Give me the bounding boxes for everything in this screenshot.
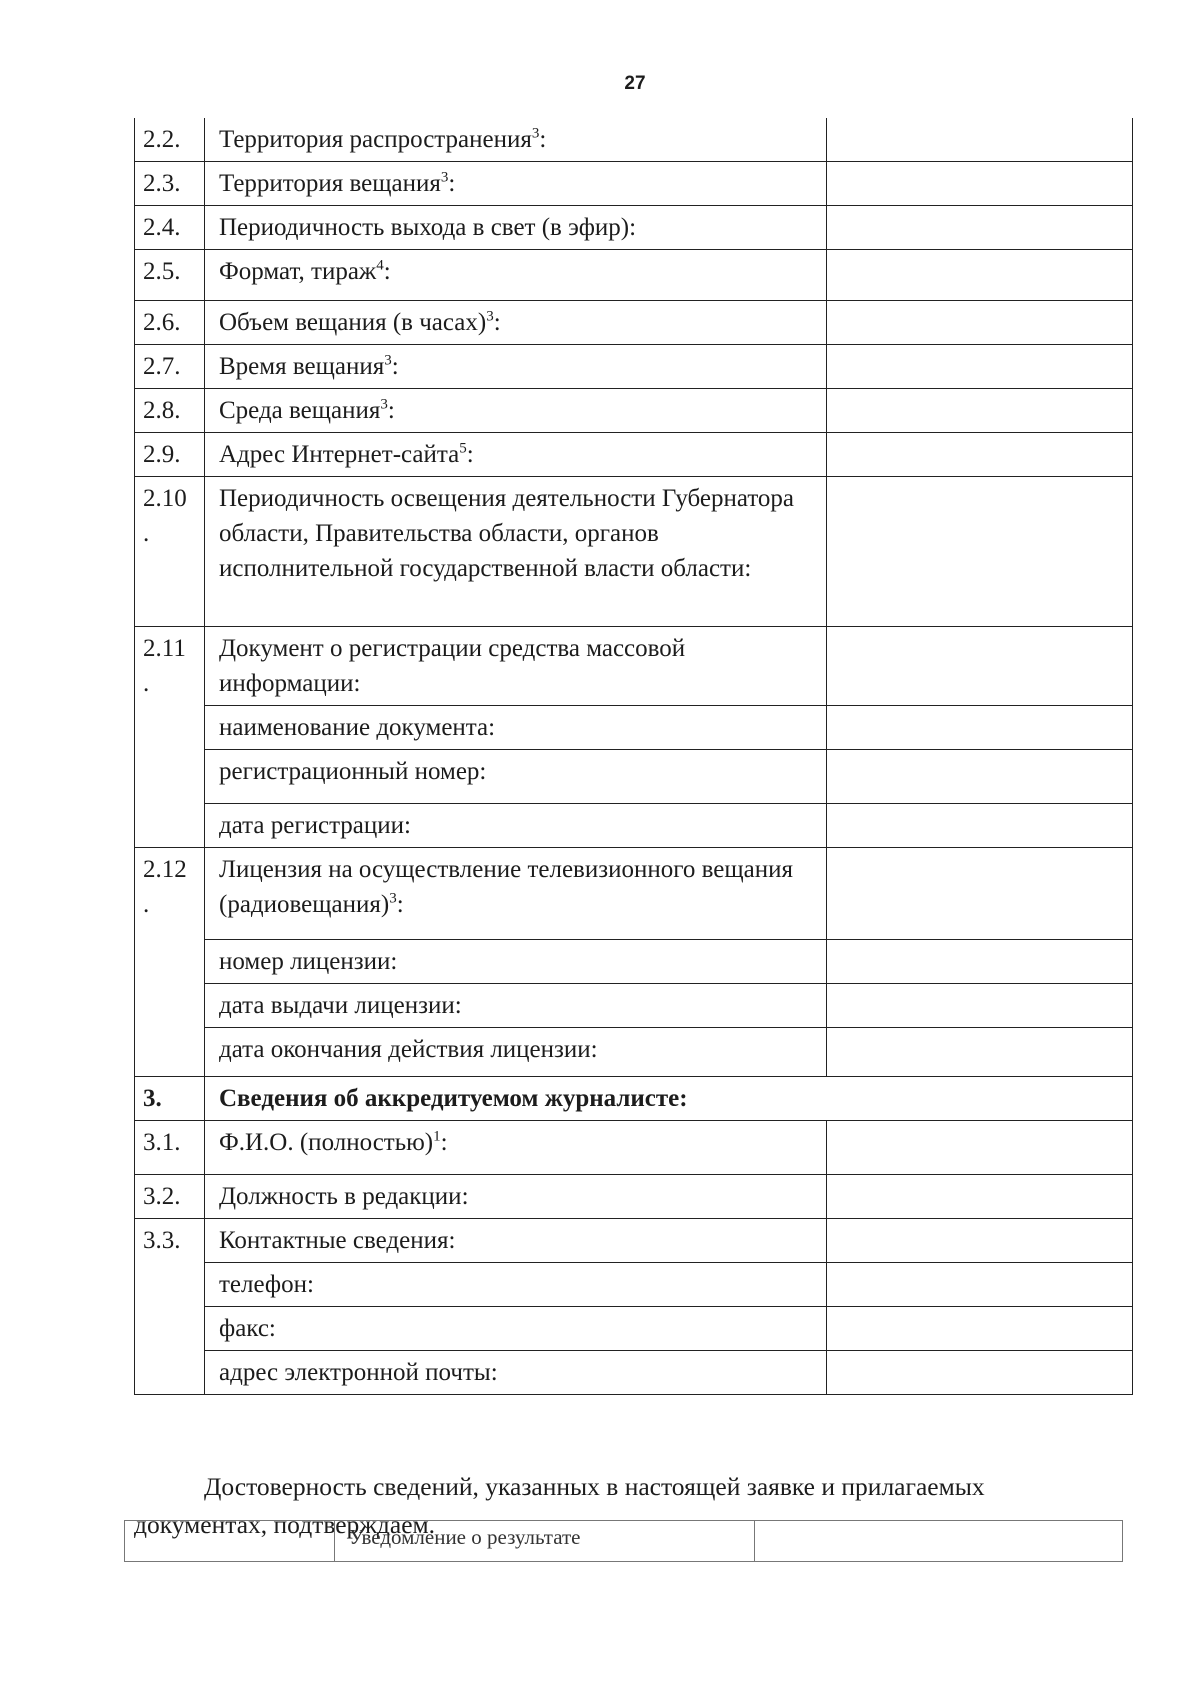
value-cell[interactable] — [827, 389, 1133, 433]
row-label: Контактные сведения: — [205, 1219, 827, 1263]
notification-cell-right — [755, 1521, 1123, 1562]
row-number: 2.6. — [135, 301, 205, 345]
value-cell[interactable] — [827, 250, 1133, 301]
value-cell[interactable] — [827, 301, 1133, 345]
row-label: Территория вещания$^3$: — [205, 162, 827, 206]
value-cell[interactable] — [827, 118, 1133, 162]
value-cell[interactable] — [827, 706, 1133, 750]
value-cell[interactable] — [827, 1028, 1133, 1077]
section-title: Сведения об аккредитуемом журналисте: — [205, 1077, 1133, 1121]
value-cell[interactable] — [827, 1351, 1133, 1395]
row-label: регистрационный номер: — [205, 750, 827, 804]
row-label: Периодичность выхода в свет (в эфир): — [205, 206, 827, 250]
accreditation-form-table — [134, 118, 1133, 1395]
page-number: 27 — [624, 73, 646, 94]
table-row — [135, 750, 1133, 804]
row-label: Периодичность освещения деятельности Губернатора области, Правительства области, органов исполнительной государственной власти области: — [205, 477, 827, 627]
value-cell[interactable] — [827, 1175, 1133, 1219]
table-row — [135, 250, 1133, 301]
section-header-row — [135, 1077, 1133, 1121]
row-label: адрес электронной почты: — [205, 1351, 827, 1395]
table-row — [135, 1307, 1133, 1351]
row-number: 2.8. — [135, 389, 205, 433]
table-row — [135, 1219, 1133, 1263]
row-number: 3.1. — [135, 1121, 205, 1175]
table-row — [135, 1351, 1133, 1395]
value-cell[interactable] — [827, 750, 1133, 804]
value-cell[interactable] — [827, 477, 1133, 627]
row-label: дата регистрации: — [205, 804, 827, 848]
row-label: Должность в редакции: — [205, 1175, 827, 1219]
value-cell[interactable] — [827, 1307, 1133, 1351]
row-number: 2.9. — [135, 433, 205, 477]
row-label: Ф.И.О. (полностью)$^1$: — [205, 1121, 827, 1175]
table-row — [135, 706, 1133, 750]
value-cell[interactable] — [827, 848, 1133, 940]
table-row — [135, 389, 1133, 433]
value-cell[interactable] — [827, 627, 1133, 706]
row-label: телефон: — [205, 1263, 827, 1307]
table-row — [135, 345, 1133, 389]
confirmation-paragraph: Достоверность сведений, указанных в настоящей заявке и прилагаемых документах, подтверждаем. — [134, 1471, 985, 1539]
table-row — [135, 1028, 1133, 1077]
row-label: Документ о регистрации средства массовой информации: — [205, 627, 827, 706]
row-number: 2.3. — [135, 162, 205, 206]
value-cell[interactable] — [827, 1121, 1133, 1175]
table-row — [135, 1121, 1133, 1175]
row-number: 2.12 . — [135, 848, 205, 1077]
row-label: Формат, тираж$^4$: — [205, 250, 827, 301]
row-number: 3.3. — [135, 1219, 205, 1395]
row-label: Адрес Интернет-сайта$^5$: — [205, 433, 827, 477]
table-row — [135, 1175, 1133, 1219]
value-cell[interactable] — [827, 433, 1133, 477]
notification-label: Уведомление о результате — [335, 1521, 755, 1562]
value-cell[interactable] — [827, 1219, 1133, 1263]
row-number: 2.11 . — [135, 627, 205, 848]
row-label: Время вещания$^3$: — [205, 345, 827, 389]
table-row — [135, 162, 1133, 206]
table-row — [135, 206, 1133, 250]
table-row — [135, 940, 1133, 984]
section-number: 3. — [135, 1077, 205, 1121]
row-label: наименование документа: — [205, 706, 827, 750]
row-number: 2.7. — [135, 345, 205, 389]
row-label: дата выдачи лицензии: — [205, 984, 827, 1028]
table-row — [135, 627, 1133, 706]
row-label: факс: — [205, 1307, 827, 1351]
value-cell[interactable] — [827, 940, 1133, 984]
row-number: 2.2. — [135, 118, 205, 162]
table-row — [135, 118, 1133, 162]
table-row — [135, 804, 1133, 848]
value-cell[interactable] — [827, 984, 1133, 1028]
notification-cell-left — [125, 1521, 335, 1562]
row-label: Среда вещания$^3$: — [205, 389, 827, 433]
table-row — [135, 301, 1133, 345]
row-number: 2.10 . — [135, 477, 205, 627]
table-row — [125, 1521, 1123, 1562]
value-cell[interactable] — [827, 804, 1133, 848]
table-row — [135, 848, 1133, 940]
notification-table — [124, 1520, 1123, 1562]
row-label: дата окончания действия лицензии: — [205, 1028, 827, 1077]
row-number: 2.5. — [135, 250, 205, 301]
value-cell[interactable] — [827, 345, 1133, 389]
row-label: Территория распространения$^3$: — [205, 118, 827, 162]
value-cell[interactable] — [827, 206, 1133, 250]
row-number: 2.4. — [135, 206, 205, 250]
table-row — [135, 1263, 1133, 1307]
row-label: Лицензия на осуществление телевизионного вещания (радиовещания)$^3$: — [205, 848, 827, 940]
value-cell[interactable] — [827, 162, 1133, 206]
row-number: 3.2. — [135, 1175, 205, 1219]
table-row — [135, 984, 1133, 1028]
table-row — [135, 477, 1133, 627]
table-row — [135, 433, 1133, 477]
row-label: Объем вещания (в часах)$^3$: — [205, 301, 827, 345]
row-label: номер лицензии: — [205, 940, 827, 984]
value-cell[interactable] — [827, 1263, 1133, 1307]
